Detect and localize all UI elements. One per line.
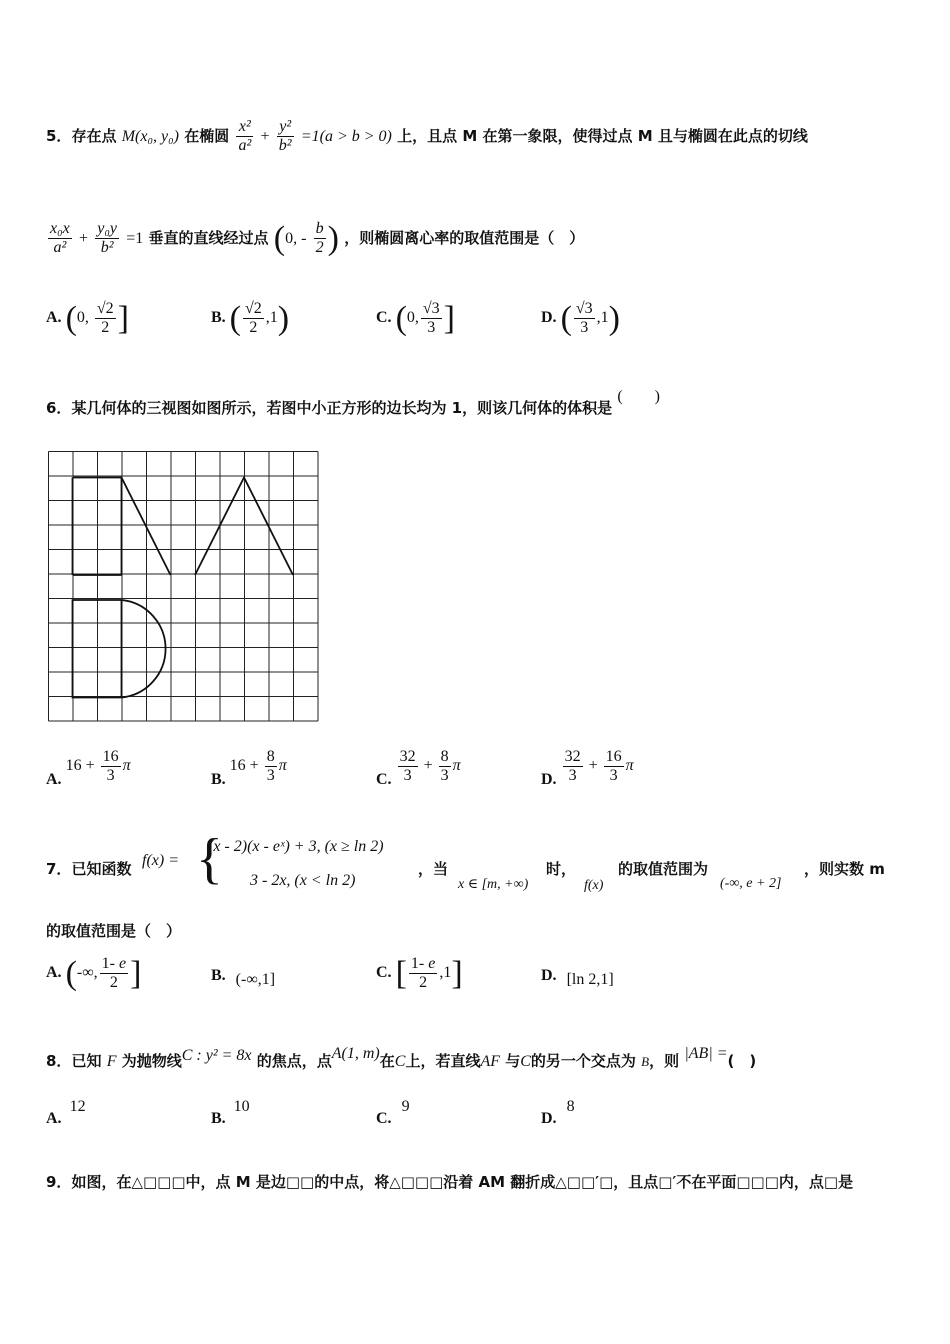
q7-option-b[interactable]: B. (-∞,1] (211, 967, 276, 988)
q7-options (46, 955, 746, 1005)
q8-text-i: ( ) (727, 1052, 757, 1070)
q6-text: 某几何体的三视图如图所示，若图中小正方形的边长均为 1，则该几何体的体积是 (71, 399, 613, 417)
q5-number: 5． (46, 127, 72, 145)
q5-text-a: 存在点 (71, 127, 117, 145)
q8-option-d[interactable]: D. 8 (541, 1098, 575, 1127)
q7-fx2: f(x) (584, 878, 604, 893)
q8-text-g: 的另一个交点为 (530, 1052, 636, 1070)
q7-case2: 3 - 2x, (x < ln 2) (250, 872, 356, 889)
q5-option-c[interactable]: C. (0, $\frac{√3}{3}$ ] (376, 299, 455, 337)
three-view-diagram (48, 451, 320, 724)
q5-option-b[interactable]: B. ( $\frac{√2}{2}$ ,1) (211, 299, 290, 337)
q7-line1 (46, 834, 131, 894)
q7-text-e: ，则实数 m (804, 860, 885, 878)
q5-text-d: 垂直的直线经过点 (148, 229, 269, 247)
q6-line1 (46, 388, 661, 418)
q8-text-h: ，则 (649, 1052, 680, 1070)
q7-number: 7． (46, 860, 72, 878)
q9-text: 如图，在△□□□中，点 M 是边□□的中点，将△□□□沿着 AM 翻折成△□□′□，且点□′不在平面□□□内，点□是 (71, 1173, 854, 1191)
q8-parabola: C : y² = 8x (181, 1047, 252, 1064)
q5-ellipse-rhs: =1(a > b > 0) (300, 128, 392, 145)
q8-text-a: 已知 (71, 1052, 102, 1070)
q8-option-c[interactable]: C. 9 (376, 1098, 410, 1127)
q7-text-b: ，当 (418, 860, 449, 878)
q8-F: F (106, 1053, 117, 1070)
q8-C: C (394, 1053, 406, 1070)
q9-number: 9． (46, 1173, 72, 1191)
q8-C2: C (520, 1053, 531, 1070)
q7-option-a[interactable]: A. (-∞, $\frac{1- e}{2}$ ] (46, 954, 142, 992)
q5-tangent-frac2: $\frac{\text{y₀y}}{\text{b²}}$ (97, 220, 118, 256)
q5-text-c: 上，且点 M 在第一象限，使得过点 M 且与椭圆在此点的切线 (397, 127, 808, 145)
q8-options (46, 1096, 746, 1136)
q5-option-a[interactable]: A. (0, $\frac{√2}{2}$ ] (46, 299, 129, 337)
q9-line1 (46, 1171, 853, 1192)
q8-AF: AF (480, 1053, 500, 1070)
q6-options (46, 748, 746, 798)
front-view (73, 478, 171, 576)
q5-line1: 5．存在点 M(x₀, y₀) 在椭圆 $\frac{\text{x²}}{\text{a²}}$ + $\frac{\text{y²}}{\text{b²}}$ =1(a > b > 0) 上，且点 M 在第一象限，使得过点 M 且与椭圆在此点的切线 (46, 118, 808, 154)
q5-ellipse-x-frac: $\frac{\text{x²}}{\text{a²}}$ (238, 118, 252, 154)
q7-text-d: 的取值范围为 (618, 860, 709, 878)
q8-text-d: 在 (379, 1052, 395, 1070)
q5-line2: $\frac{\text{x₀x}}{\text{a²}}$ + $\frac{\text{y₀y}}{\text{b²}}$ =1 垂直的直线经过点 (0, - $\frac{b}{2}$ ) ，则椭圆离心率的取值范围是（ ） (50, 219, 585, 257)
q8-option-b[interactable]: B. 10 (211, 1098, 250, 1127)
top-view (73, 600, 166, 698)
q6-number: 6． (46, 399, 72, 417)
q7-option-c[interactable]: C. [ $\frac{1- e}{2}$ ,1] (376, 954, 463, 992)
q6-option-d[interactable]: D. $\frac{32}{3}$ + $\frac{16}{3}$ π (541, 748, 634, 789)
q7-case1: (x - 2)(x - eˣ) + 3, (x ≥ ln 2) (208, 838, 384, 855)
q7-fx: f(x) = (142, 852, 179, 869)
q6-option-b[interactable]: B. 16 + $\frac{8}{3}$ π (211, 748, 287, 789)
q6-paren: ( ) (617, 388, 661, 405)
q5-point: M(x₀, y₀) (121, 128, 179, 145)
q7-line2: 的取值范围是（ ） (46, 922, 182, 940)
q8-option-a[interactable]: A. 12 (46, 1098, 86, 1127)
q8-AB: |AB| = (684, 1045, 728, 1062)
q7-range: (-∞, e + 2] (720, 876, 782, 891)
q7-brace: { (196, 828, 223, 890)
q7-text-a: 已知函数 (71, 860, 132, 878)
q5-ellipse-y-frac: $\frac{\text{y²}}{\text{b²}}$ (278, 118, 292, 154)
q8-line1 (46, 1045, 757, 1071)
q6-option-a[interactable]: A. 16 + $\frac{16}{3}$ π (46, 748, 131, 789)
q5-options (46, 300, 746, 360)
q5-pt-frac: $\frac{b}{2}$ (315, 220, 324, 256)
q8-B: B (641, 1054, 650, 1069)
q7-option-d[interactable]: D. [ln 2,1] (541, 967, 614, 988)
q8-text-c: 的焦点，点 (256, 1052, 332, 1070)
q8-text-b: 为抛物线 (121, 1052, 182, 1070)
q5-option-d[interactable]: D. ( $\frac{√3}{3}$ ,1) (541, 299, 620, 337)
q5-tangent-rhs: =1 (126, 230, 144, 247)
q8-text-e: 上，若直线 (405, 1052, 481, 1070)
q5-text-b: 在椭圆 (184, 127, 230, 145)
q5-text-e: ，则椭圆离心率的取值范围是（ ） (344, 229, 585, 247)
q7-cond: x ∈ [m, +∞) (458, 877, 529, 892)
q7-text-c: 时， (546, 860, 577, 878)
q5-pt-a: 0, - (285, 230, 307, 247)
q8-number: 8． (46, 1052, 72, 1070)
q6-option-c[interactable]: C. $\frac{32}{3}$ + $\frac{8}{3}$ π (376, 748, 461, 789)
q5-tangent-frac1: $\frac{\text{x₀x}}{\text{a²}}$ (50, 220, 70, 256)
q8-text-f: 与 (505, 1052, 521, 1070)
q8-A: A(1, m) (331, 1045, 380, 1062)
